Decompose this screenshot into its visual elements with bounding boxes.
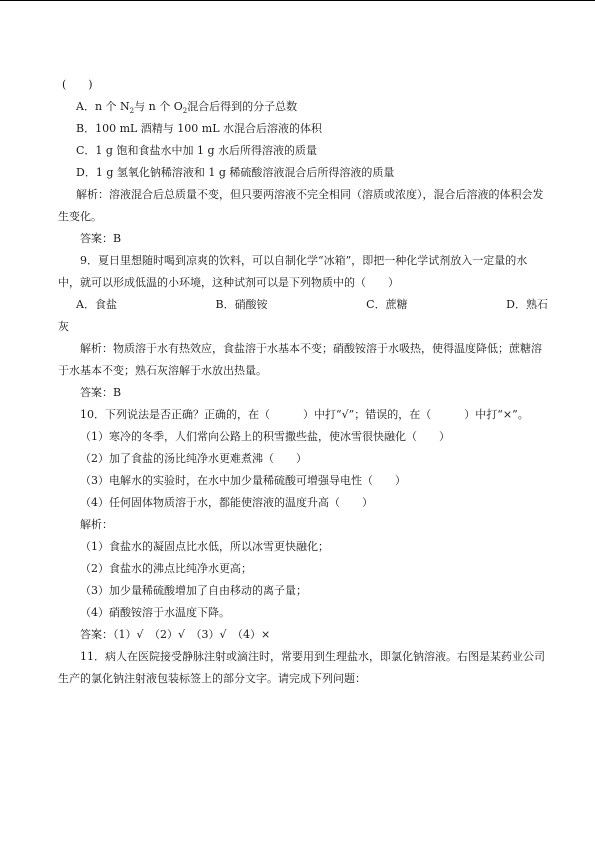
q10-item-4: （4）任何固体物质溶于水，都能使溶液的温度升高（ ）: [80, 496, 373, 509]
q9-option-d-cont: 灰: [58, 320, 69, 333]
q9-option-a: A．食盐: [76, 298, 117, 311]
q10-item-3: （3）电解水的实验时，在水中加少量稀硫酸可增强导电性（ ）: [80, 474, 406, 487]
q8-analysis: 解析：溶液混合后总质量不变，但只要两溶液不完全相同（溶质或浓度），混合后溶液的体积会发生变化。: [58, 188, 544, 223]
q10-item-1: （1）寒冷的冬季，人们常向公路上的积雪撒些盐，使冰雪很快融化（ ）: [80, 430, 450, 443]
q9-option-b: B．硝酸铵: [215, 298, 268, 311]
q8-option-d: D．1 g 氢氧化钠稀溶液和 1 g 稀硫酸溶液混合后所得溶液的质量: [76, 166, 395, 179]
q10-analysis-4: （4）硝酸铵溶于水温度下降。: [80, 606, 230, 619]
q10-analysis-2: （2）食盐水的沸点比纯净水更高；: [80, 562, 252, 575]
q8-blank: ( ): [62, 78, 93, 91]
q9-option-c: C．蔗糖: [366, 298, 408, 311]
q9-option-d: D．熟石: [506, 298, 548, 311]
q10-item-2: （2）加了食盐的汤比纯净水更难煮沸（ ）: [80, 452, 307, 465]
q10-analysis-label: 解析：: [80, 518, 113, 531]
q10-answer: 答案：（1）√ （2）√ （3）√ （4）×: [80, 628, 271, 641]
q8-option-a: A．n 个 $N_2$与 n 个 $O_2$混合后得到的分子总数: [76, 100, 298, 116]
q9-answer: 答案：B: [80, 386, 122, 399]
q9-analysis: 解析：物质溶于水有热效应，食盐溶于水基本不变；硝酸铵溶于水吸热，使得温度降低；蔗糖溶于水基本不变；熟石灰溶解于水放出热量。: [58, 342, 542, 377]
q10-analysis-1: （1）食盐水的凝固点比水低，所以冰雪更快融化；: [80, 540, 329, 553]
q8-option-b: B．100 mL 酒精与 100 mL 水混合后溶液的体积: [76, 122, 323, 135]
document-page: [58, 74, 548, 690]
q10-stem: 10．下列说法是否正确？正确的，在（ ）中打“√”；错误的，在（ ）中打“×”。: [80, 408, 529, 421]
q11-stem: 11．病人在医院接受静脉注射或滴注时，常要用到生理盐水，即氯化钠溶液。右图是某药业公司生产的氯化钠注射液包装标签上的部分文字。请完成下列问题：: [58, 650, 545, 685]
top-rule: [0, 0, 595, 1]
q9-stem: 9．夏日里想随时喝到凉爽的饮料，可以自制化学“冰箱”，即把一种化学试剂放入一定量的水中，就可以形成低温的小环境，这种试剂可以是下列物质中的（ ）: [58, 254, 528, 289]
q10-analysis-3: （3）加少量稀硫酸增加了自由移动的离子量；: [80, 584, 307, 597]
q8-option-c: C．1 g 饱和食盐水中加 1 g 水后所得溶液的质量: [76, 144, 317, 157]
q9-options: [58, 294, 548, 316]
q8-answer: 答案：B: [80, 232, 122, 245]
